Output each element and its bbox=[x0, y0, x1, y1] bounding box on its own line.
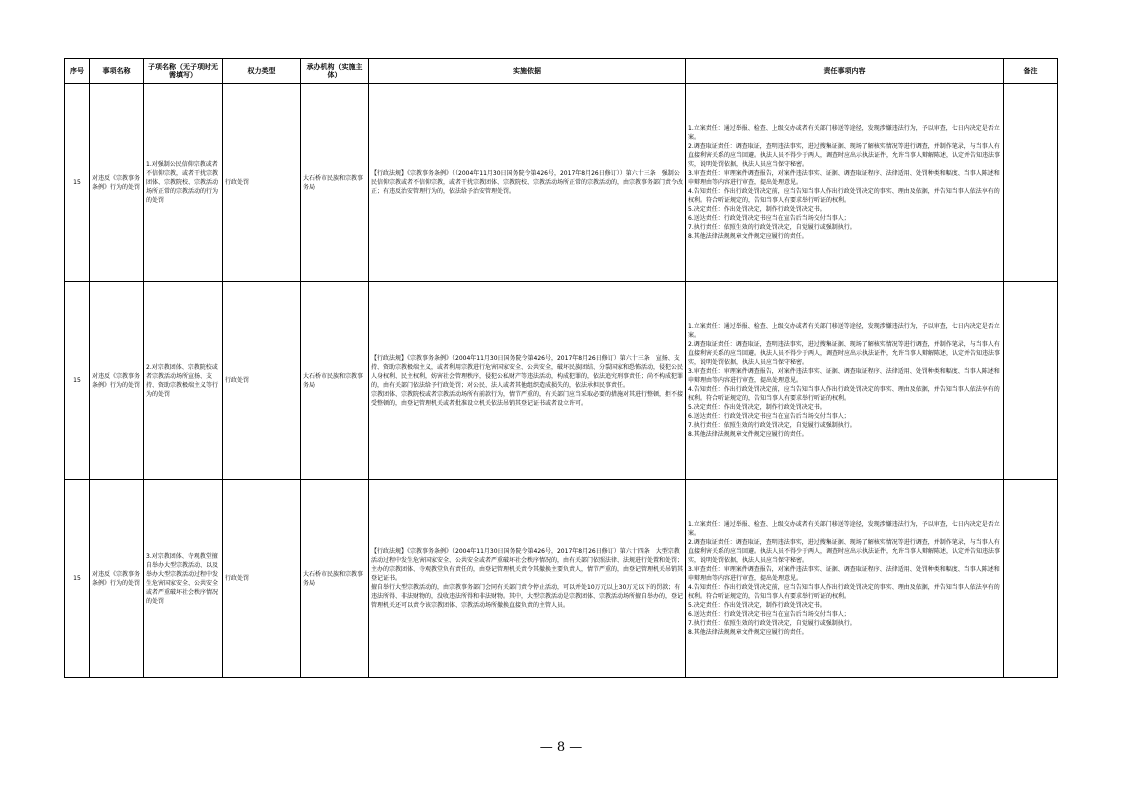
cell-power-type: 行政处罚 bbox=[223, 84, 301, 282]
cell-basis: 【行政法规】《宗教事务条例》（2004年11月30日国务院令第426号，2017年8月26日修订）第六十三条 宣扬、支持、资助宗教极端主义，或者利用宗教进行危害国家安全、公共安全，破坏民族团结、分裂国家和恐怖活动，侵犯公民人身权利、民主权利，妨害社会管理秩序，侵犯公私财产等违法活动，构成犯罪的，依法追究刑事责任；尚不构成犯罪的，由有关部门依法给予行政处罚；对公民、法人或者其他组织造成损失的，依法承担民事责任。 宗教团体、宗教院校或者宗教活动场所有前款行为，情节严重的，有关部门应当采取必要的措施对其进行整顿，拒不接受整顿的，由登记管理机关或者批准设立机关依法吊销其登记证书或者设立许可。 bbox=[369, 282, 686, 480]
cell-basis: 【行政法规】《宗教事务条例》（（2004年11月30日国务院令第426号，2017年8月26日修订））第六十三条 强制公民信仰宗教或者不信仰宗教，或者干扰宗教团体、宗教院校、宗教活动场所正常的宗教活动的，由宗教事务部门责令改正；有违反治安管理行为的，依法给予治安管理处罚。 bbox=[369, 84, 686, 282]
header-responsibility: 责任事项内容 bbox=[686, 59, 1004, 84]
cell-responsibility: 1.立案责任：通过举报、检查、上级交办或者有关部门移送等途径，发现涉嫌违法行为，予以审查，七日内决定是否立案。 2.调查取证责任：调查取证，查明违法事实，进过搜集证据、现场了解核实情况等进行调查，并制作笔录，与当事人有直接利害关系的应当回避。执法人员不得少于两人，调查时应出示执法证件，允许当事人辩解陈述，认定并告知违法事实，说明处罚依据，执法人员应当保守秘密。 3.审查责任：审理案件调查报告，对案件违法事实、证据、调查取证程序、法律适用、处罚种类和幅度、当事人陈述和申辩理由等内容进行审查，提出处理意见。 4.告知责任：作出行政处罚决定前，应当告知当事人作出行政处罚决定的事实、理由及依据，并告知当事人依法享有的权利。符合听证规定的，告知当事人有要求举行听证的权利。 5.决定责任：作出处罚决定，制作行政处罚决定书。 6.送达责任：行政处罚决定书应当在宣告后当场交付当事人； 7.执行责任：依照生效的行政处罚决定，自觉履行或强制执行。 8.其他法律法规规章文件规定应履行的责任。 bbox=[686, 282, 1004, 480]
cell-remarks bbox=[1004, 480, 1058, 678]
cell-no: 15 bbox=[65, 282, 90, 480]
cell-power-type: 行政处罚 bbox=[223, 282, 301, 480]
cell-org: 大石桥市民族和宗教事务局 bbox=[301, 480, 369, 678]
page-number: — 8 — bbox=[539, 740, 583, 755]
header-remarks: 备注 bbox=[1004, 59, 1058, 84]
cell-org: 大石桥市民族和宗教事务局 bbox=[301, 282, 369, 480]
cell-item-name: 对违反《宗教事务条例》行为的处罚 bbox=[90, 480, 144, 678]
table-row bbox=[65, 84, 1058, 282]
cell-remarks bbox=[1004, 84, 1058, 282]
cell-sub-item: 3.对宗教团体、寺观教堂擅自举办大型宗教活动、以及举办大型宗教活动过程中发生危害国家安全、公共安全或者严重破坏社会秩序情况的处罚 bbox=[144, 480, 223, 678]
power-list-table bbox=[64, 58, 1058, 678]
table-row bbox=[65, 282, 1058, 480]
cell-basis: 【行政法规】《宗教事务条例》（2004年11月30日国务院令第426号，2017年8月26日修订）第六十四条 大型宗教活动过程中发生危害国家安全、公共安全或者严重破坏社会秩序情况的，由有关部门依照法律、法规进行处置和处罚；主办的宗教团体、寺观教堂负有责任的，由登记管理机关责令其撤换主要负责人，情节严重的，由登记管理机关吊销其登记证书。 擅自举行大型宗教活动的，由宗教事务部门会同有关部门责令停止活动，可以并处10万元以上30万元以下的罚款；有违法所得、非法财物的，没收违法所得和非法财物。其中，大型宗教活动是宗教团体、宗教活动场所擅自举办的，登记管理机关还可以责令该宗教团体、宗教活动场所撤换直接负责的主管人员。 bbox=[369, 480, 686, 678]
header-sub-item: 子项名称（无子项时无需填写） bbox=[144, 59, 223, 84]
cell-remarks bbox=[1004, 282, 1058, 480]
header-no: 序号 bbox=[65, 59, 90, 84]
cell-no: 15 bbox=[65, 84, 90, 282]
cell-no: 15 bbox=[65, 480, 90, 678]
cell-power-type: 行政处罚 bbox=[223, 480, 301, 678]
cell-responsibility: 1.立案责任：通过举报、检查、上级交办或者有关部门移送等途径，发现涉嫌违法行为，予以审查，七日内决定是否立案。 2.调查取证责任：调查取证，查明违法事实，进过搜集证据、现场了解核实情况等进行调查，并制作笔录，与当事人有直接利害关系的应当回避。执法人员不得少于两人，调查时应出示执法证件，允许当事人辩解陈述，认定并告知违法事实，说明处罚依据，执法人员应当保守秘密。 3.审查责任：审理案件调查报告，对案件违法事实、证据、调查取证程序、法律适用、处罚种类和幅度、当事人陈述和申辩理由等内容进行审查，提出处理意见。 4.告知责任：作出行政处罚决定前，应当告知当事人作出行政处罚决定的事实、理由及依据，并告知当事人依法享有的权利。符合听证规定的，告知当事人有要求举行听证的权利。 5.决定责任：作出处罚决定，制作行政处罚决定书。 6.送达责任：行政处罚决定书应当在宣告后当场交付当事人； 7.执行责任：依照生效的行政处罚决定，自觉履行或强制执行。 8.其他法律法规规章文件规定应履行的责任。 bbox=[686, 480, 1004, 678]
header-power-type: 权力类型 bbox=[223, 59, 301, 84]
header-org: 承办机构（实施主体） bbox=[301, 59, 369, 84]
cell-item-name: 对违反《宗教事务条例》行为的处罚 bbox=[90, 282, 144, 480]
cell-org: 大石桥市民族和宗教事务局 bbox=[301, 84, 369, 282]
header-basis: 实施依据 bbox=[369, 59, 686, 84]
header-item-name: 事项名称 bbox=[90, 59, 144, 84]
table-header-row bbox=[65, 59, 1058, 84]
cell-sub-item: 2.对宗教团体、宗教院校或者宗教活动场所宣扬、支持、资助宗教极端主义等行为的处罚 bbox=[144, 282, 223, 480]
table-row bbox=[65, 480, 1058, 678]
cell-sub-item: 1.对强制公民信仰宗教或者不信仰宗教，或者干扰宗教团体、宗教院校、宗教活动场所正常的宗教活动的行为的处罚 bbox=[144, 84, 223, 282]
cell-item-name: 对违反《宗教事务条例》行为的处罚 bbox=[90, 84, 144, 282]
cell-responsibility: 1.立案责任：通过举报、检查、上级交办或者有关部门移送等途径，发现涉嫌违法行为，予以审查，七日内决定是否立案。 2.调查取证责任：调查取证，查明违法事实，进过搜集证据、现场了解核实情况等进行调查，并制作笔录，与当事人有直接利害关系的应当回避。执法人员不得少于两人，调查时应出示执法证件，允许当事人辩解陈述，认定并告知违法事实，说明处罚依据，执法人员应当保守秘密。 3.审查责任：审理案件调查报告，对案件违法事实、证据、调查取证程序、法律适用、处罚种类和幅度、当事人陈述和申辩理由等内容进行审查，提出处理意见。 4.告知责任：作出行政处罚决定前，应当告知当事人作出行政处罚决定的事实、理由及依据，并告知当事人依法享有的权利。符合听证规定的，告知当事人有要求举行听证的权利。 5.决定责任：作出处罚决定，制作行政处罚决定书。 6.送达责任：行政处罚决定书应当在宣告后当场交付当事人； 7.执行责任：依照生效的行政处罚决定，自觉履行或强制执行。 8.其他法律法规规章文件规定应履行的责任。 bbox=[686, 84, 1004, 282]
